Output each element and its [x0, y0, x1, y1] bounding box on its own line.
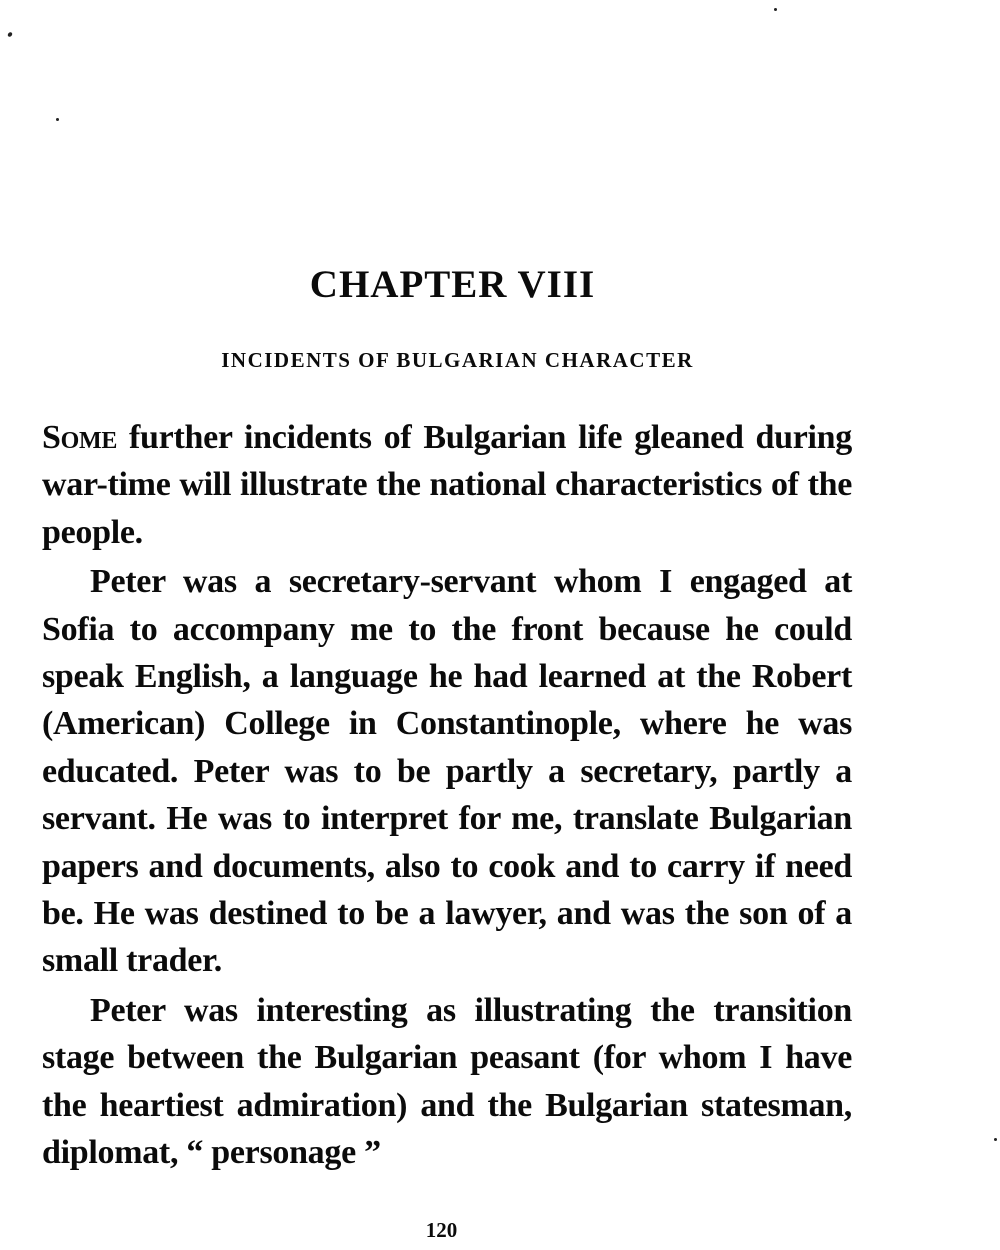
- scan-speck: [994, 1138, 997, 1141]
- paragraph-lead-in: Some: [42, 419, 118, 456]
- chapter-subtitle: INCIDENTS OF BULGARIAN CHARACTER: [221, 348, 694, 372]
- paragraph-1: [42, 414, 852, 556]
- paragraph-text: Peter was interesting as illustrating the transition stage between the Bulgarian peasant (for whom I have the heartiest admiration) and the Bulgarian statesman, diplomat, “ personage ”: [42, 991, 852, 1172]
- page-number: 120: [425, 1218, 458, 1242]
- paragraph-3: [42, 987, 852, 1177]
- scan-speck: [774, 8, 777, 11]
- paragraph-text: further incidents of Bulgarian life gleaned during war-time will illustrate the national characteristics of the people.: [42, 419, 852, 551]
- paragraph-text: Peter was a secretary-servant whom I engaged at Sofia to accompany me to the front because he could speak English, a language he had learned at the Robert (American) College in Constantinople, where he was educated. Peter was to be partly a secretary, partly a servant. He was to interpret for me, translate Bulgarian papers and documents, also to cook and to carry if need be. He was destined to be a lawyer, and was the son of a small trader.: [42, 563, 852, 980]
- scan-speck: [56, 118, 59, 121]
- body-text: [42, 414, 852, 1179]
- scan-speck: [7, 31, 13, 37]
- chapter-title: CHAPTER VIII: [309, 263, 596, 306]
- paragraph-2: [42, 558, 852, 985]
